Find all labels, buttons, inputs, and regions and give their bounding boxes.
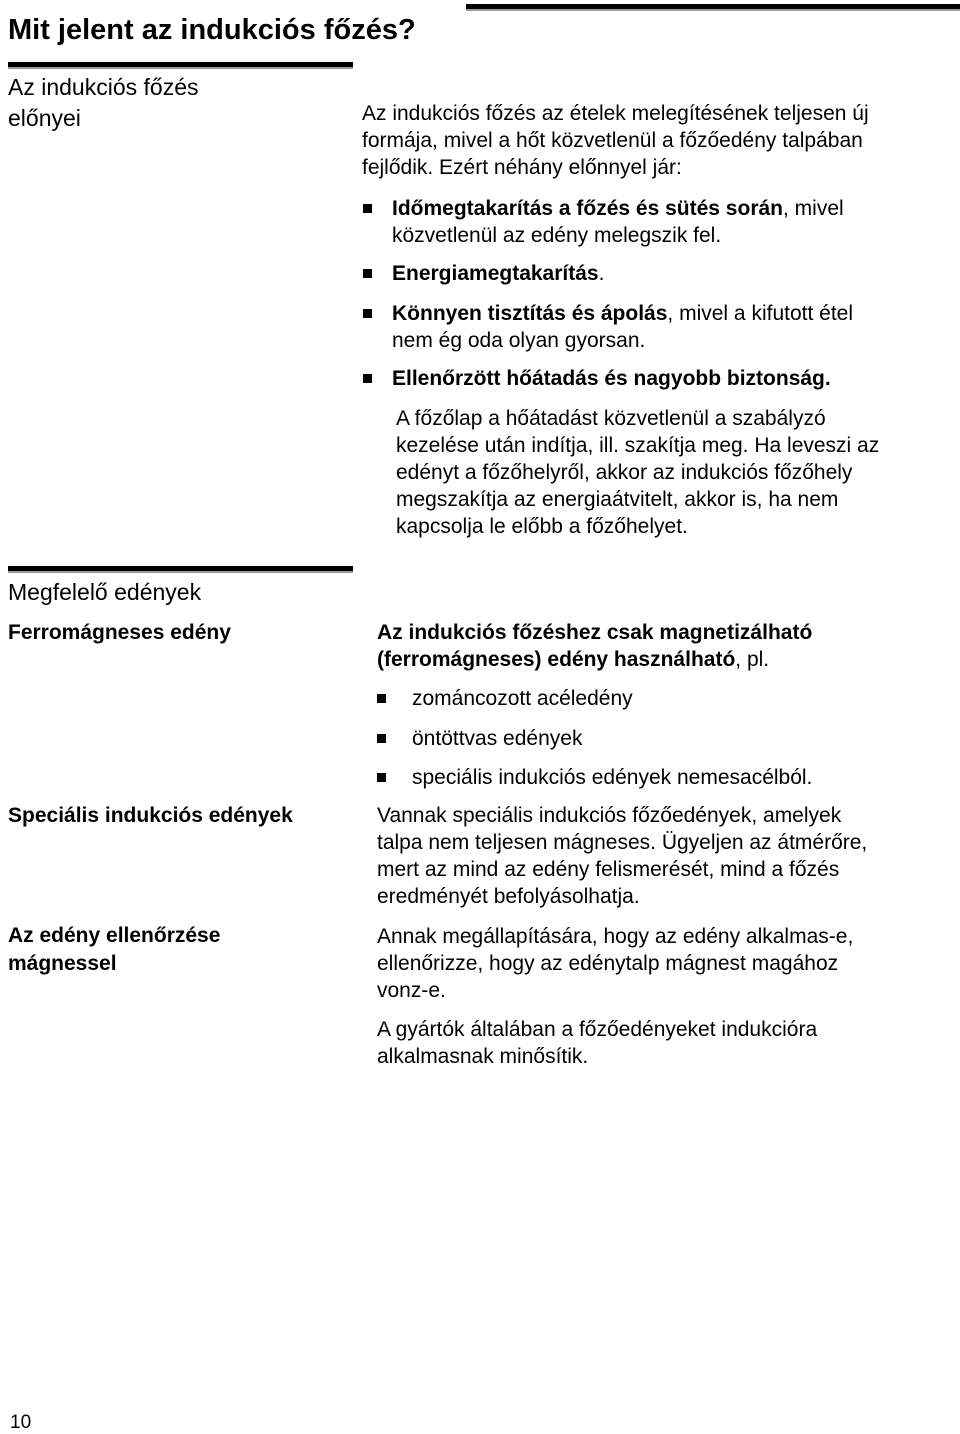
text-line: eredményét befolyásolhatja.: [377, 885, 640, 908]
ferro-paragraph: [377, 619, 812, 673]
list-item-bold: Energiamegtakarítás: [392, 262, 599, 285]
intro-paragraph: [362, 100, 869, 181]
bullet-marker: [363, 269, 372, 278]
special-paragraph: [377, 802, 867, 910]
text-bold: Az indukciós főzéshez csak magnetizálható: [377, 621, 813, 644]
text-line: vonz-e.: [377, 979, 446, 1002]
side-label: Speciális indukciós edények: [8, 804, 293, 827]
text-line: Az indukciós főzés az ételek melegítésének teljesen új: [362, 102, 869, 125]
manufacturer-paragraph: [377, 1016, 817, 1070]
list-item: [392, 365, 831, 392]
section-heading-line: Az indukciós főzés: [8, 74, 199, 100]
text-line: ellenőrizze, hogy az edénytalp mágnest magához: [377, 952, 839, 975]
top-rule: [466, 4, 960, 11]
list-item-text: közvetlenül az edény melegszik fel.: [392, 224, 722, 247]
text-line: fejlődik. Ezért néhány előnnyel jár:: [362, 156, 682, 179]
section-heading: Megfelelő edények: [8, 579, 202, 605]
list-item-bold: Ellenőrzött hőátadás és nagyobb biztonság.: [392, 367, 831, 390]
section-heading-line: előnyei: [8, 105, 81, 131]
bullet-marker: [377, 773, 386, 782]
side-label-line: Az edény ellenőrzése: [8, 924, 221, 947]
note-paragraph: [396, 405, 879, 540]
text-line: , pl.: [735, 648, 770, 671]
text-line: A főzőlap a hőátadást közvetlenül a szabályzó: [396, 407, 826, 430]
text-line: Vannak speciális indukciós főzőedények, amelyek: [377, 804, 842, 827]
list-item-text: .: [598, 262, 605, 285]
text-line: kezelése után indítja, ill. szakítja meg. Ha leveszi az: [396, 434, 880, 457]
side-label-line: mágnessel: [8, 952, 117, 975]
section-heading: [8, 72, 198, 134]
text-line: formája, mivel a hőt közvetlenül a főzőedény talpában: [362, 129, 863, 152]
list-item-text: , mivel a kifutott étel: [667, 302, 853, 325]
text-line: Annak megállapítására, hogy az edény alkalmas-e,: [377, 925, 854, 948]
text-line: A gyártók általában a főzőedényeket indukcióra: [377, 1018, 818, 1041]
bullet-marker: [363, 204, 372, 213]
bullet-marker: [377, 694, 386, 703]
bullet-marker: [377, 734, 386, 743]
text-line: mert az mind az edény felismerését, mind a főzés: [377, 858, 840, 881]
text-line: megszakítja az energiaátvitelt, akkor is, ha nem: [396, 488, 839, 511]
text-line: edényt a főzőhelyről, akkor az indukciós főzőhely: [396, 461, 853, 484]
side-label: [8, 922, 220, 978]
list-item: öntöttvas edények: [412, 727, 583, 750]
section-rule: [8, 566, 353, 573]
list-item: speciális indukciós edények nemesacélból.: [412, 766, 813, 789]
magnet-paragraph: [377, 923, 853, 1004]
list-item: [392, 300, 853, 354]
text-line: kapcsolja le előbb a főzőhelyet.: [396, 515, 688, 538]
text-line: alkalmasnak minősítik.: [377, 1045, 589, 1068]
bullet-marker: [363, 309, 372, 318]
list-item: [392, 195, 844, 249]
section-rule: [8, 62, 353, 69]
list-item-text: nem ég oda olyan gyorsan.: [392, 329, 646, 352]
text-line: talpa nem teljesen mágneses. Ügyeljen az átmérőre,: [377, 831, 868, 854]
list-item-bold: Könnyen tisztítás és ápolás: [392, 302, 668, 325]
side-label: Ferromágneses edény: [8, 621, 231, 644]
list-item-text: , mivel: [783, 197, 844, 220]
bullet-marker: [363, 374, 372, 383]
list-item: [392, 260, 604, 287]
list-item-bold: Időmegtakarítás a főzés és sütés során: [392, 197, 783, 220]
page-number: 10: [10, 1412, 32, 1433]
list-item: zománcozott acéledény: [412, 687, 633, 710]
page-title: Mit jelent az indukciós főzés?: [8, 14, 416, 46]
text-bold: (ferromágneses) edény használható: [377, 648, 736, 671]
